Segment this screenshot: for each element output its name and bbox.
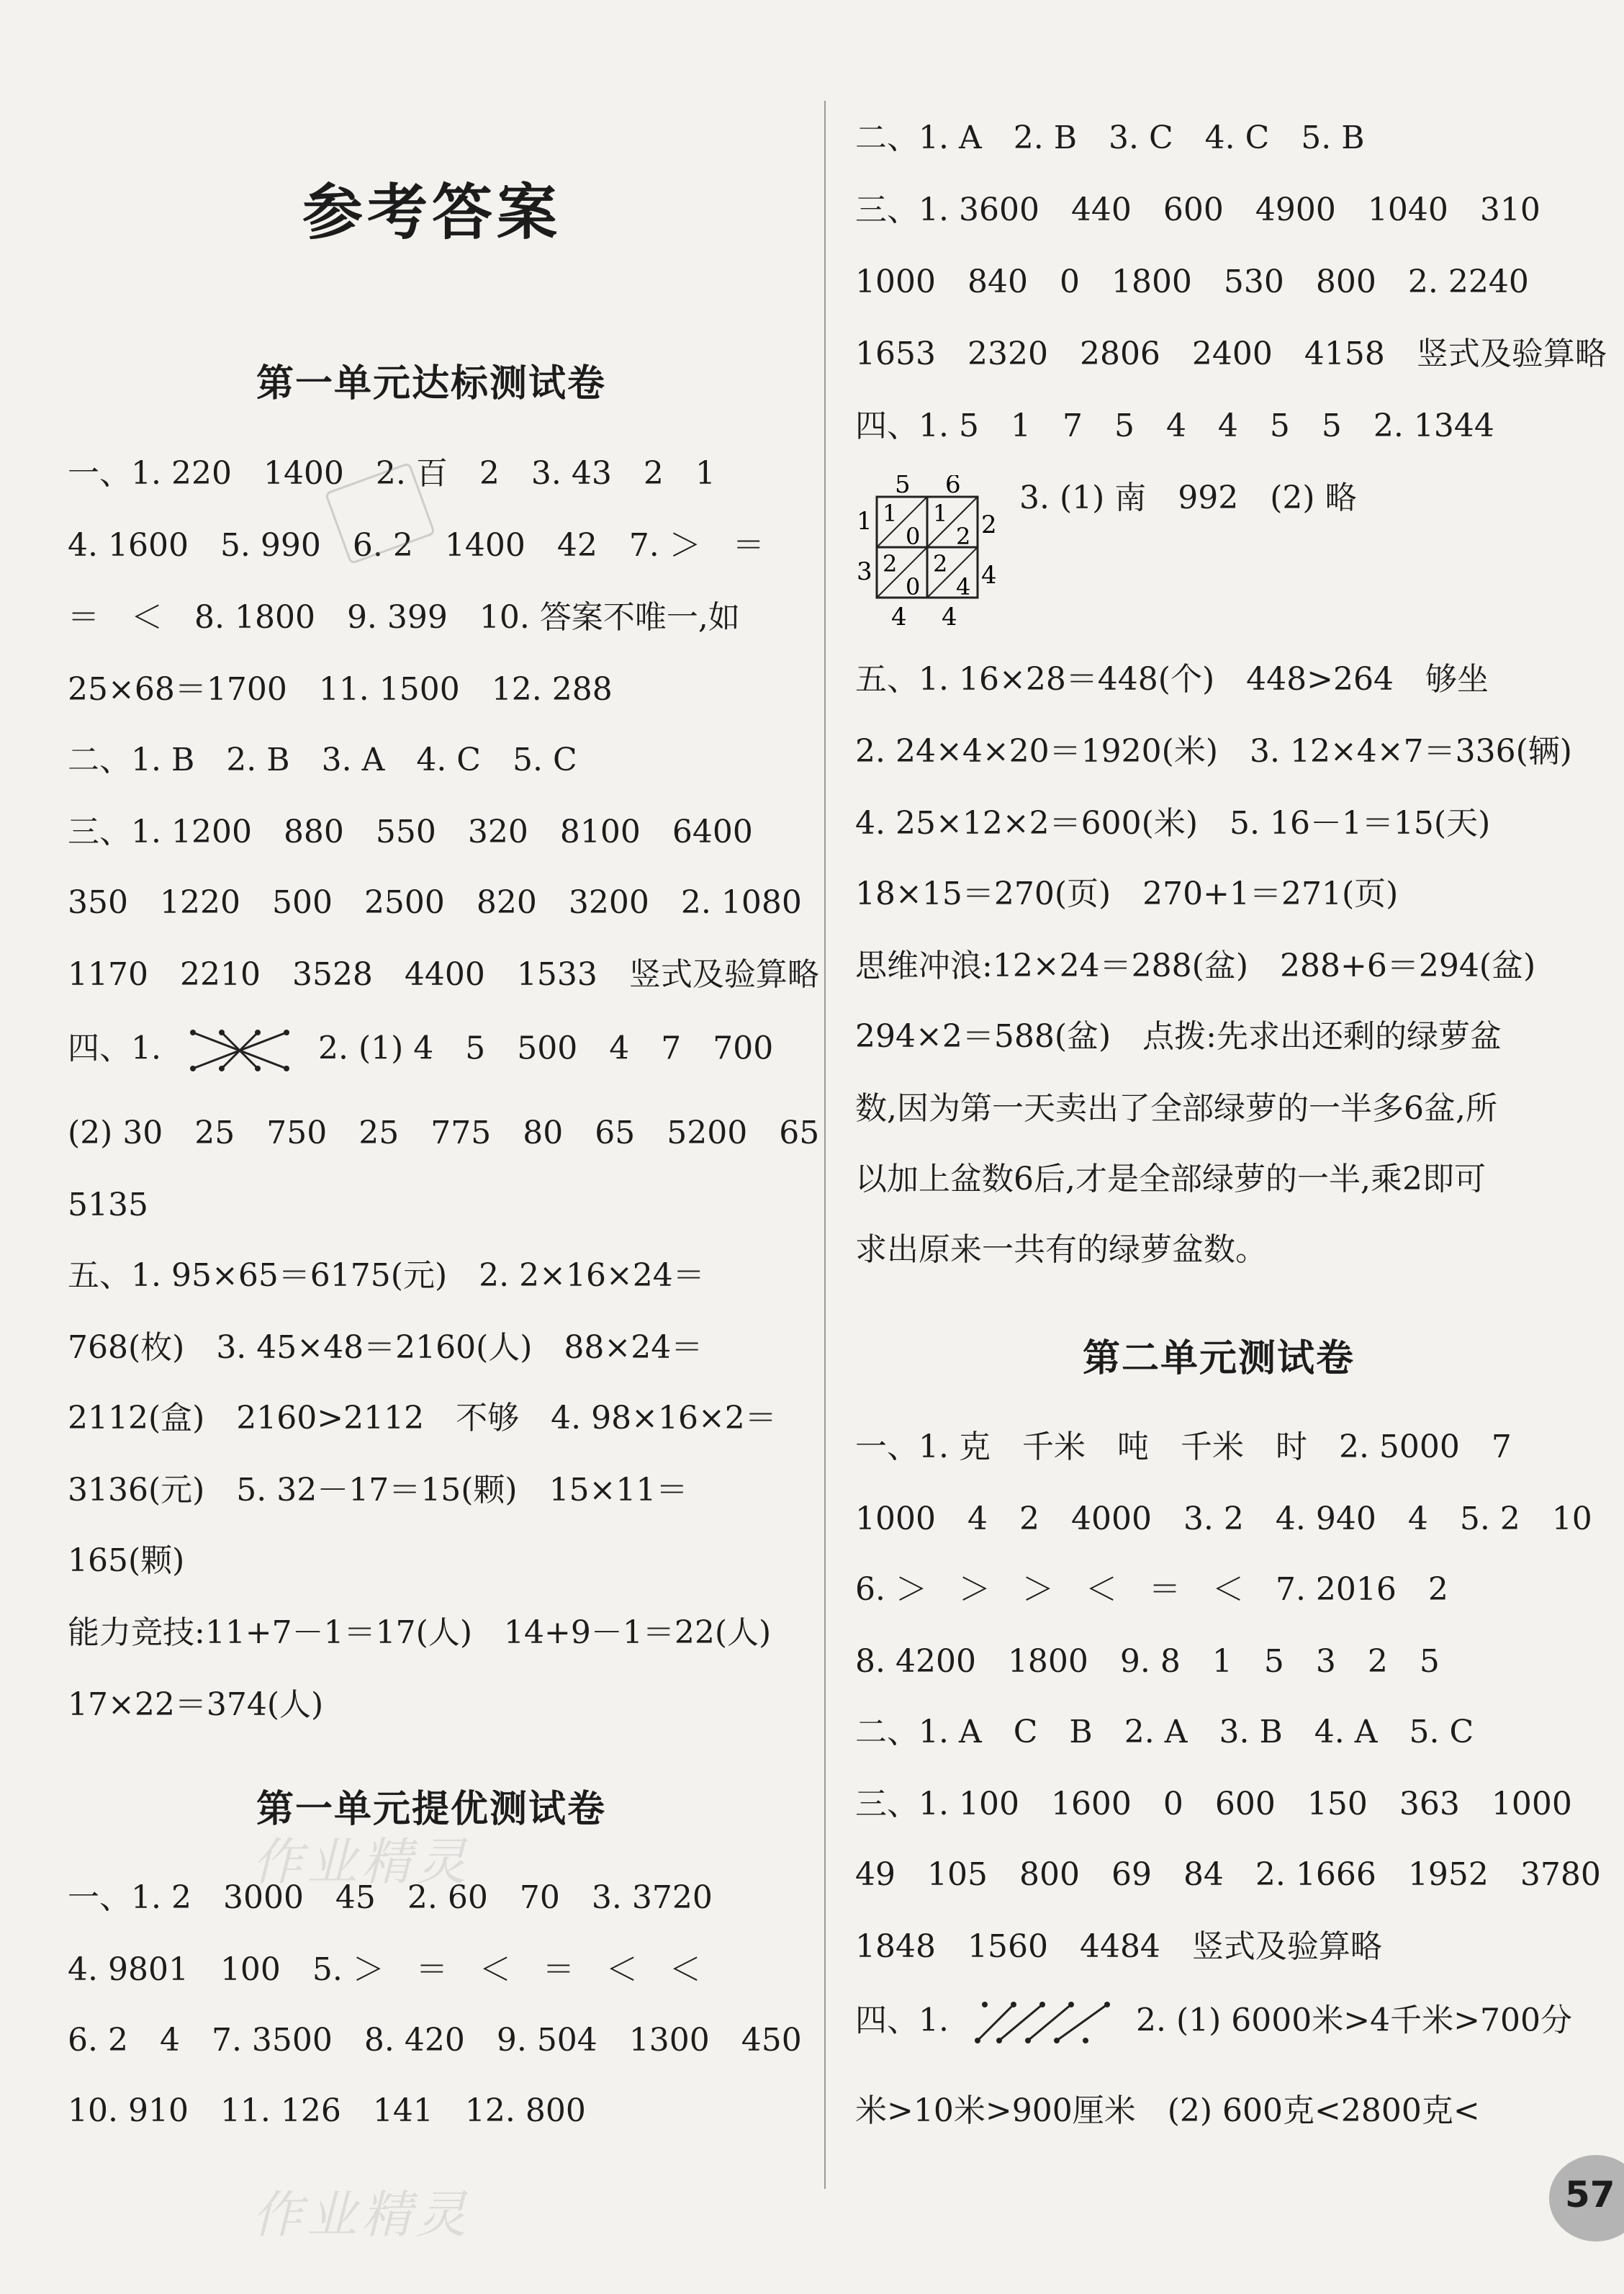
answer-line: 二、1. B 2. B 3. A 4. C 5. C	[68, 742, 577, 778]
answer-line: 2112(盒) 2160>2112 不够 4. 98×16×2＝	[68, 1400, 777, 1436]
answer-line: 五、1. 95×65＝6175(元) 2. 2×16×24＝	[68, 1257, 705, 1294]
answer-line: ＝ ＜ 8. 1800 9. 399 10. 答案不唯一,如	[68, 599, 740, 636]
grid-cell-digit: 2	[933, 550, 948, 577]
grid-right-digit: 2	[981, 510, 997, 539]
answer-line: 294×2＝588(盆) 点拨:先求出还剩的绿萝盆	[855, 1018, 1502, 1055]
answer-line: 18×15＝270(页) 270+1＝271(页)	[855, 876, 1399, 912]
grid-left-digit: 1	[857, 507, 872, 536]
grid-cell-digit: 1	[883, 500, 898, 527]
answer-line: 一、1. 克 千米 吨 千米 时 2. 5000 7	[855, 1429, 1512, 1465]
grid-cell-digit: 1	[933, 500, 948, 527]
answer-line: 二、1. A C B 2. A 3. B 4. A 5. C	[855, 1714, 1474, 1750]
grid-cell-digit: 2	[956, 523, 971, 550]
answer-line: 49 105 800 69 84 2. 1666 1952 3780	[855, 1856, 1601, 1893]
grid-cell-digit: 0	[906, 523, 921, 550]
section-heading-unit1-standard: 第一单元达标测试卷	[256, 362, 606, 405]
grid-top-digit: 6	[945, 475, 961, 499]
answer-line: 数,因为第一天卖出了全部绿萝的一半多6盆,所	[855, 1090, 1497, 1127]
answer-line: 米>10米>900厘米 (2) 600克<2800克<	[855, 2092, 1480, 2129]
answer-line: 10. 910 11. 126 141 12. 800	[68, 2092, 586, 2129]
question-label: 四、1.	[855, 2002, 949, 2039]
answer-line: 思维冲浪:12×24＝288(盆) 288+6＝294(盆)	[855, 948, 1536, 984]
grid-top-digit: 5	[895, 475, 911, 499]
column-divider	[824, 101, 826, 2189]
grid-left-digit: 3	[857, 557, 872, 586]
answer-line: 四、1. 5 1 7 5 4 4 5 5 2. 1344	[855, 408, 1494, 444]
answer-line: 3136(元) 5. 32－17＝15(颗) 15×11＝	[68, 1472, 688, 1508]
watermark: 作业精灵	[252, 1832, 471, 1892]
page-number-badge	[1549, 2155, 1624, 2241]
answer-line: 165(颗)	[68, 1542, 185, 1579]
answer-line: 二、1. A 2. B 3. C 4. C 5. B	[855, 120, 1365, 156]
answer-line: 一、1. 2 3000 45 2. 60 70 3. 3720	[68, 1879, 713, 1916]
answer-line: 4. 1600 5. 990 6. 2 1400 42 7. ＞ ＝	[68, 527, 764, 564]
answer-line: 25×68＝1700 11. 1500 12. 288	[68, 671, 613, 708]
answer-line: (2) 30 25 750 25 775 80 65 5200 65	[68, 1115, 820, 1151]
page-title: 参考答案	[302, 177, 561, 248]
answer-line: 4. 9801 100 5. ＞ ＝ ＜ ＝ ＜ ＜	[68, 1951, 701, 1988]
answer-line: 2. 24×4×20＝1920(米) 3. 12×4×7＝336(辆)	[855, 733, 1572, 770]
answer-line: 350 1220 500 2500 820 3200 2. 1080	[68, 884, 802, 921]
answer-line: 三、1. 1200 880 550 320 8100 6400	[68, 814, 753, 850]
matching-lines-diagram	[186, 1025, 294, 1076]
answer-line: 17×22＝374(人)	[68, 1686, 324, 1723]
answer-line: 768(枚) 3. 45×48＝2160(人) 88×24＝	[68, 1329, 703, 1366]
answer-line: 三、1. 100 1600 0 600 150 363 1000	[855, 1786, 1572, 1822]
answer-line-q4	[68, 1025, 773, 1076]
answer-line-bonus: 能力竞技:11+7－1＝17(人) 14+9－1＝22(人)	[68, 1614, 772, 1651]
grid-cell-digit: 0	[906, 573, 921, 601]
answer-line: 6. ＞ ＞ ＞ ＜ ＝ ＜ 7. 2016 2	[855, 1571, 1448, 1608]
question-label: 四、1.	[68, 1030, 161, 1067]
watermark: 作业精灵	[252, 2185, 471, 2244]
answer-line: 五、1. 16×28＝448(个) 448>264 够坐	[855, 661, 1489, 698]
answer-line: 1170 2210 3528 4400 1533 竖式及验算略	[68, 956, 819, 993]
answer-line: 6. 2 4 7. 3500 8. 420 9. 504 1300 450	[68, 2022, 802, 2059]
answer-line: 1653 2320 2806 2400 4158 竖式及验算略	[855, 336, 1607, 372]
answer-line: 5135	[68, 1187, 148, 1223]
answer-line: 4. 25×12×2＝600(米) 5. 16－1＝15(天)	[855, 805, 1491, 842]
answer-text: 2. (1) 6000米>4千米>700分	[1135, 2002, 1572, 2039]
page-number: 57	[1565, 2174, 1615, 2216]
answer-line: 1000 4 2 4000 3. 2 4. 940 4 5. 2 10	[855, 1501, 1592, 1537]
section-heading-unit2: 第二单元测试卷	[1082, 1337, 1355, 1380]
section-heading-unit1-advanced: 第一单元提优测试卷	[256, 1788, 606, 1831]
answer-line: 3. (1) 南 992 (2) 略	[1019, 480, 1357, 516]
matching-lines-diagram	[970, 1997, 1114, 2048]
grid-bottom-digit: 4	[942, 603, 957, 631]
answer-line: 三、1. 3600 440 600 4900 1040 310	[855, 192, 1540, 228]
grid-right-digit: 4	[981, 561, 997, 590]
grid-cell-digit: 4	[956, 573, 971, 601]
answer-line: 8. 4200 1800 9. 8 1 5 3 2 5	[855, 1643, 1440, 1680]
answer-line: 以加上盆数6后,才是全部绿萝的一半,乘2即可	[855, 1161, 1486, 1197]
lattice-multiplication-diagram	[855, 475, 999, 634]
grid-bottom-digit: 4	[891, 603, 907, 631]
answer-line: 求出原来一共有的绿萝盆数。	[855, 1231, 1267, 1268]
answer-line: 一、1. 220 1400 2. 百 2 3. 43 2 1	[68, 455, 716, 492]
answer-text: 2. (1) 4 5 500 4 7 700	[317, 1030, 774, 1067]
answer-line: 1848 1560 4484 竖式及验算略	[855, 1928, 1382, 1965]
grid-cell-digit: 2	[883, 550, 898, 577]
answer-line: 1000 840 0 1800 530 800 2. 2240	[855, 264, 1529, 300]
answer-line-q4	[855, 1997, 1572, 2048]
